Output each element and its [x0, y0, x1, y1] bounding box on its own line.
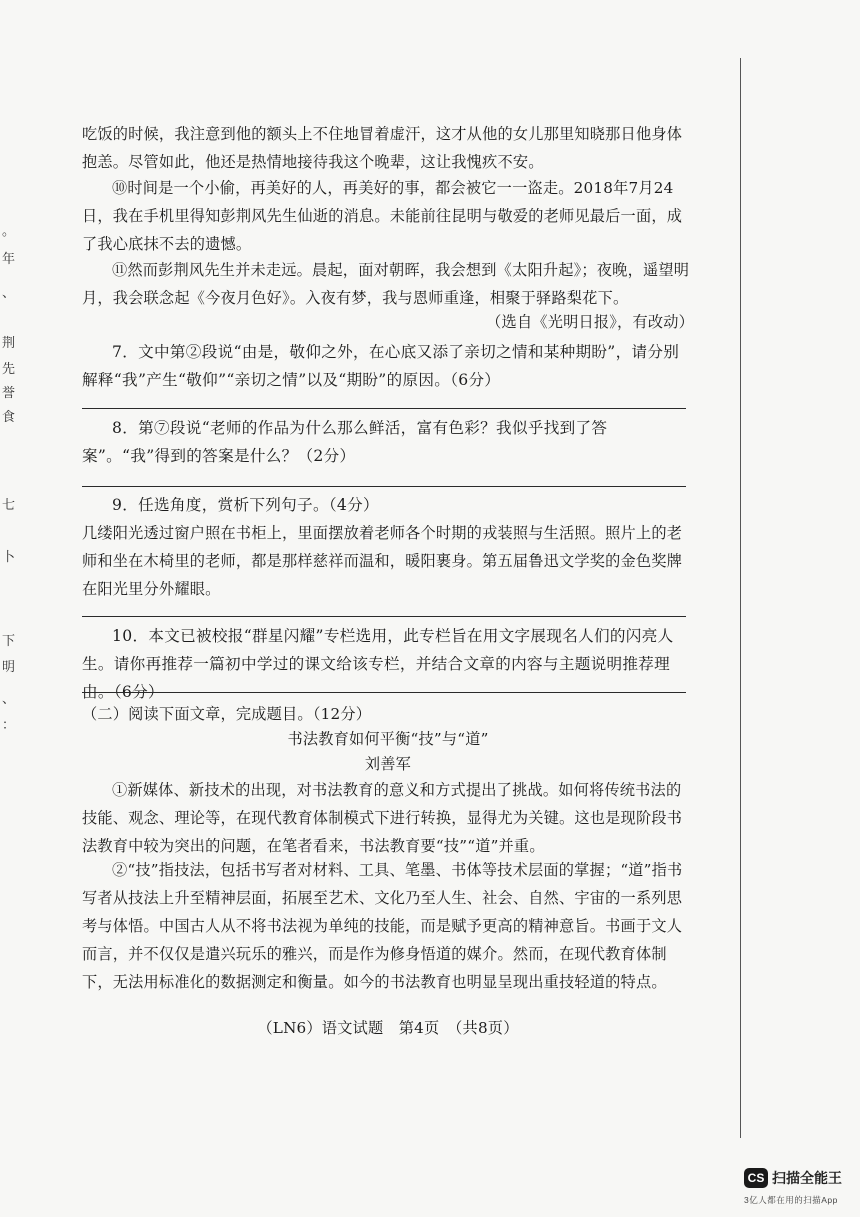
margin-char: 。 [2, 224, 16, 239]
margin-char: 誉 [2, 386, 16, 401]
paragraph-continued: 吃饭的时候，我注意到他的额头上不住地冒着虚汗，这才从他的女儿那里知晓那日他身体抱恙。尽管如此，他还是热情地接待我这个晚辈，这让我愧疚不安。 [82, 125, 683, 171]
margin-char: 明 [2, 660, 16, 675]
margin-char: 七 [2, 498, 16, 513]
margin-char: 荆 [2, 336, 16, 351]
cs-logo-icon: CS [744, 1168, 768, 1188]
margin-char: 、 [2, 692, 16, 707]
article-paragraph-2: ②“技”指技法，包括书写者对材料、工具、笔墨、书体等技术层面的掌握；“道”指书写者从技法上升至精神层面，拓展至艺术、文化乃至人生、社会、自然、宇宙的一系列思考与体悟。中国古人从不将书法视为单纯的技能，而是赋予更高的精神意旨。书画于文人而言，并不仅仅是遣兴玩乐的雅兴，而是作为修身悟道的媒介。然而，在现代教育体制下，无法用标准化的数据测定和衡量。如今的书法教育也明显呈现出重技轻道的特点。 [82, 861, 683, 991]
article-title: 书法教育如何平衡“技”与“道” [287, 730, 489, 748]
article-author: 刘善军 [364, 755, 412, 773]
margin-char: 食 [2, 410, 16, 425]
question-7: 7．文中第②段说“由是，敬仰之外，在心底又添了亲切之情和某种期盼”，请分别解释“我”产生“敬仰”“亲切之情”以及“期盼”的原因。（6分） [82, 343, 680, 389]
watermark-name: 扫描全能王 [772, 1170, 842, 1186]
margin-char: ： [2, 718, 16, 733]
margin-char: 、 [2, 286, 16, 301]
margin-char: 年 [2, 252, 16, 267]
source-citation: （选自《光明日报》，有改动） [486, 313, 694, 331]
question-9: 9．任选角度，赏析下列句子。（4分） [112, 496, 379, 514]
article-paragraph-1: ①新媒体、新技术的出现，对书法教育的意义和方式提出了挑战。如何将传统书法的技能、观念、理论等，在现代教育体制模式下进行转换，显得尤为关键。这也是现阶段书法教育中较为突出的问题，在笔者看来，书法教育要“技”“道”并重。 [82, 781, 683, 855]
section-2-heading: （二）阅读下面文章，完成题目。（12分） [82, 705, 372, 723]
watermark-subtitle: 3亿人都在用的扫描App [744, 1195, 838, 1205]
paragraph-11: ⑪然而彭荆风先生并未走远。晨起，面对朝晖，我会想到《太阳升起》；夜晚，遥望明月，我会联念起《今夜月色好》。入夜有梦，我与恩师重逢，相聚于驿路梨花下。 [82, 261, 690, 307]
margin-char: 卜 [2, 550, 16, 565]
page-footer: （LN6）语文试题 第4页 （共8页） [257, 1019, 519, 1037]
answer-line-7 [82, 408, 686, 409]
question-8: 8．第⑦段说“老师的作品为什么那么鲜活，富有色彩？我似乎找到了答案”。“我”得到的答案是什么？（2分） [82, 419, 608, 465]
question-9-quote: 几缕阳光透过窗户照在书柜上，里面摆放着老师各个时期的戎装照与生活照。照片上的老师和坐在木椅里的老师，都是那样慈祥而温和，暖阳裹身。第五届鲁迅文学奖的金色奖牌在阳光里分外耀眼。 [82, 524, 683, 598]
binding-line [740, 58, 741, 1138]
scanner-watermark [744, 1166, 854, 1212]
answer-line-10 [82, 692, 686, 693]
question-10: 10．本文已被校报“群星闪耀”专栏选用，此专栏旨在用文字展现名人们的闪亮人生。请你再推荐一篇初中学过的课文给该专栏，并结合文章的内容与主题说明推荐理由。（6分） [82, 627, 674, 701]
answer-line-9 [82, 616, 686, 617]
answer-line-8 [82, 486, 686, 487]
margin-char: 下 [2, 634, 16, 649]
paragraph-10: ⑩时间是一个小偷，再美好的人，再美好的事，都会被它一一盗走。2018年7月24日，我在手机里得知彭荆风先生仙逝的消息。未能前往昆明与敬爱的老师见最后一面，成了我心底抹不去的遗憾。 [82, 179, 683, 253]
margin-char: 先 [2, 362, 16, 377]
